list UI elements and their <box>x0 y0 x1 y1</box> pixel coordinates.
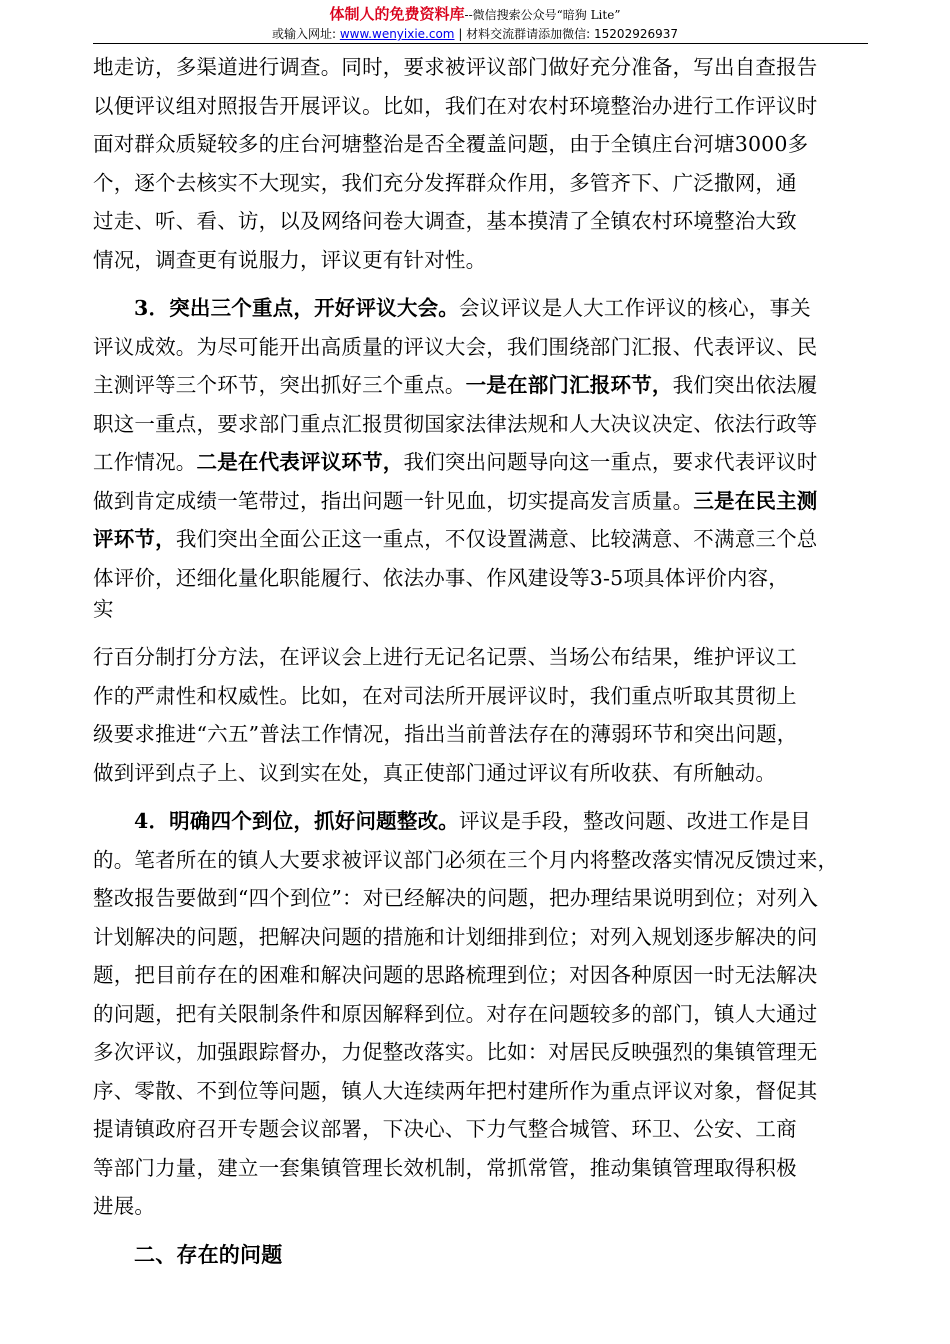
header-subline <box>0 25 950 43</box>
emphasis-first: 一是在部门汇报环节， <box>465 373 673 397</box>
text-line: 多次评议，加强跟踪督办，力促整改落实。比如：对居民反映强烈的集镇管理无 <box>93 1040 818 1064</box>
subheading-four-targets: 4．明确四个到位，抓好问题整改。 <box>134 809 459 833</box>
text-line: 级要求推进“六五”普法工作情况，指出当前普法存在的薄弱环节和突出问题， <box>93 722 798 746</box>
header-banner <box>0 4 950 25</box>
page-header <box>0 4 950 43</box>
text-line: 地走访，多渠道进行调查。同时，要求被评议部门做好充分准备，写出自查报告 <box>93 55 818 79</box>
section-heading-problems: 二、存在的问题 <box>134 1241 283 1267</box>
text-line: 情况，调查更有说服力，评议更有针对性。 <box>93 247 487 272</box>
text-line: 3．突出三个重点，开好评议大会。会议评议是人大工作评议的核心，事关 <box>134 296 811 320</box>
subheading-three-focuses: 3．突出三个重点，开好评议大会。 <box>134 296 459 320</box>
text-line: 做到肯定成绩一笔带过，指出问题一针见血，切实提高发言质量。三是在民主测 <box>93 488 818 513</box>
text-line: 进展。 <box>93 1194 156 1218</box>
text-line: 做到评到点子上、议到实在处，真正使部门通过评议有所收获、有所触动。 <box>93 760 777 785</box>
text-line: 4．明确四个到位，抓好问题整改。评议是手段，整改问题、改进工作是目 <box>134 809 811 833</box>
website-link[interactable]: www.wenyixie.com <box>339 27 455 41</box>
text-line: 等部门力量，建立一套集镇管理长效机制，常抓常管，推动集镇管理取得积极 <box>93 1155 797 1180</box>
paragraph-three-focuses <box>93 289 868 792</box>
text-line: 评议成效。为尽可能开出高质量的评议大会，我们围绕部门汇报、代表评议、民 <box>93 334 818 359</box>
text-line: 个，逐个去核实不大现实，我们充分发挥群众作用，多管齐下、广泛撒网，通 <box>93 170 797 195</box>
text-line: 序、零散、不到位等问题，镇人大连续两年把村建所作为重点评议对象，督促其 <box>93 1078 818 1103</box>
text-line: 计划解决的问题，把解决问题的措施和计划细排到位；对列入规划逐步解决的问 <box>93 924 818 949</box>
text-line: 实 <box>93 597 114 621</box>
text-line: 作的严肃性和权威性。比如，在对司法所开展评议时，我们重点听取其贯彻上 <box>93 683 797 708</box>
text-line: 行百分制打分方法，在评议会上进行无记名记票、当场公布结果，维护评议工 <box>93 645 797 669</box>
header-divider <box>93 43 868 44</box>
paragraph-four-targets <box>93 802 868 1226</box>
text-line: 提请镇政府召开专题会议部署，下决心、下力气整合城管、环卫、公安、工商 <box>93 1117 797 1141</box>
contact-info: | 材料交流群请添加微信: 15202926937 <box>454 27 679 41</box>
text-line: 工作情况。二是在代表评议环节，我们突出问题导向这一重点，要求代表评议时 <box>93 450 818 474</box>
document-body <box>93 48 868 1274</box>
text-line: 职这一重点，要求部门重点汇报贯彻国家法律法规和人大决议决定、依法行政等 <box>93 411 818 436</box>
text-line: 主测评等三个环节，突出抓好三个重点。一是在部门汇报环节，我们突出依法履 <box>93 373 818 397</box>
text-line: 体评价，还细化量化职能履行、依法办事、作风建设等3-5项具体评价内容， <box>93 565 790 590</box>
text-line: 整改报告要做到“四个到位”：对已经解决的问题，把办理结果说明到位；对列入 <box>93 886 819 910</box>
paragraph-investigation <box>93 48 868 279</box>
text-line: 的。笔者所在的镇人大要求被评议部门必须在三个月内将整改落实情况反馈过来， <box>93 847 839 872</box>
emphasis-third: 三是在民主测 <box>693 488 818 513</box>
brand-title: 体制人的免费资料库 <box>329 5 465 23</box>
wechat-hint: --微信搜索公众号“暗狗 Lite” <box>464 8 621 22</box>
text-line: 的问题，把有关限制条件和原因解释到位。对存在问题较多的部门，镇人大通过 <box>93 1001 818 1026</box>
text-line: 以便评议组对照报告开展评议。比如，我们在对农村环境整治办进行工作评议时 <box>93 93 818 118</box>
emphasis-third-cont: 评环节， <box>93 527 176 551</box>
text-line: 面对群众质疑较多的庄台河塘整治是否全覆盖问题，由于全镇庄台河塘3000多 <box>93 132 809 156</box>
emphasis-second: 二是在代表评议环节， <box>196 450 404 474</box>
text-line: 过走、听、看、访，以及网络问卷大调查，基本摸清了全镇农村环境整治大致 <box>93 209 797 233</box>
url-prefix: 或输入网址: <box>271 27 340 41</box>
text-line: 评环节，我们突出全面公正这一重点，不仅设置满意、比较满意、不满意三个总 <box>93 527 818 551</box>
text-line: 题，把目前存在的困难和解决问题的思路梳理到位；对因各种原因一时无法解决 <box>93 963 818 987</box>
